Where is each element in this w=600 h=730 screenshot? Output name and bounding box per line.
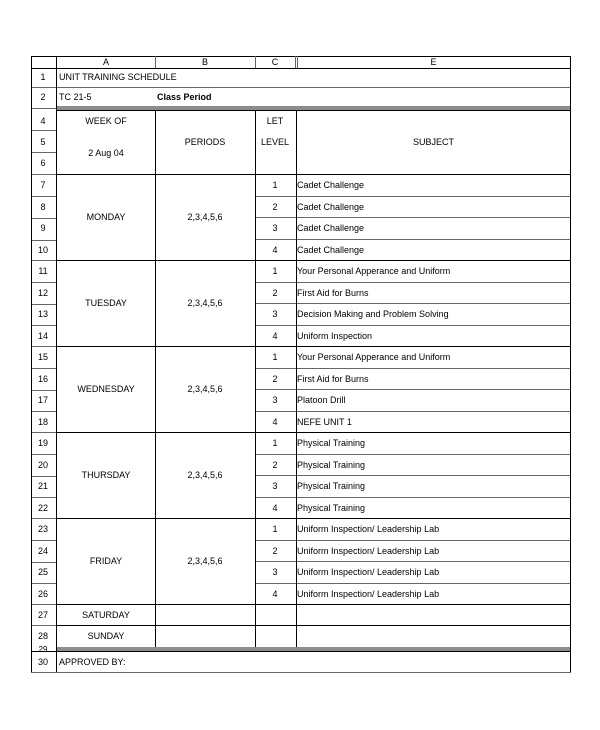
- grid-line: [255, 561, 571, 562]
- grid-line: [255, 303, 571, 304]
- grid-line: [56, 625, 571, 626]
- let-level-value: 1: [272, 266, 278, 276]
- subject-text: Uniform Inspection/ Leadership Lab: [297, 588, 440, 599]
- grid-line: [255, 497, 571, 498]
- grid-line: [56, 518, 571, 519]
- column-header-e[interactable]: E: [430, 57, 437, 67]
- row-number[interactable]: 11: [38, 266, 48, 276]
- subject-text: Physical Training: [297, 438, 366, 448]
- week-date: 2 Aug 04: [88, 148, 124, 158]
- subject-text: First Aid for Burns: [297, 373, 369, 384]
- subject-text: Your Personal Apperance and Uniform: [297, 352, 451, 362]
- grid-line: [31, 672, 571, 673]
- subject-text: Uniform Inspection: [297, 330, 373, 341]
- reference-label: TC 21-5: [59, 92, 92, 102]
- grid-line: [31, 240, 56, 241]
- subject-text: Physical Training: [297, 481, 366, 491]
- periods-header: PERIODS: [184, 137, 226, 147]
- row-number[interactable]: 14: [37, 331, 48, 341]
- row-number[interactable]: 20: [37, 460, 48, 470]
- row-number[interactable]: 10: [37, 245, 48, 255]
- grid-line: [31, 540, 56, 541]
- let-level-value: 3: [272, 395, 278, 405]
- row-number[interactable]: 22: [37, 503, 48, 513]
- day-periods: 2,3,4,5,6: [187, 298, 223, 308]
- grid-line: [255, 583, 571, 584]
- day-name: THURSDAY: [81, 470, 131, 480]
- row-number[interactable]: 13: [37, 309, 48, 319]
- grid-line: [56, 110, 571, 111]
- let-level-value: 1: [272, 524, 278, 534]
- grid-line: [31, 304, 56, 305]
- grid-line: [31, 218, 56, 219]
- grid-line: [56, 604, 571, 605]
- grid-line: [56, 87, 571, 88]
- grid-line: [31, 130, 56, 131]
- subject-text: Cadet Challenge: [297, 180, 365, 190]
- subject-text: Uniform Inspection/ Leadership Lab: [297, 567, 440, 577]
- grid-line: [295, 56, 296, 68]
- column-header-c[interactable]: C: [271, 57, 279, 67]
- let-level-value: 1: [272, 352, 278, 362]
- let-level-value: 2: [272, 287, 278, 298]
- row-number[interactable]: 9: [40, 223, 46, 233]
- let-level-value: 4: [272, 330, 278, 341]
- grid-line: [31, 518, 56, 519]
- day-name: TUESDAY: [85, 298, 127, 308]
- grid-line: [255, 540, 571, 541]
- grid-line: [255, 411, 571, 412]
- grid-line: [31, 390, 56, 391]
- grid-line: [31, 282, 56, 283]
- grid-line: [255, 389, 571, 390]
- grid-line: [31, 604, 56, 605]
- row-number[interactable]: 28: [37, 631, 48, 641]
- let-level-value: 2: [272, 373, 278, 384]
- row-number[interactable]: 7: [40, 180, 46, 190]
- grid-line: [56, 56, 57, 672]
- row-number[interactable]: 26: [37, 589, 48, 599]
- day-periods: 2,3,4,5,6: [187, 384, 223, 394]
- column-header-b[interactable]: B: [201, 57, 208, 67]
- subject-text: Your Personal Apperance and Uniform: [297, 266, 451, 276]
- subject-text: Cadet Challenge: [297, 244, 365, 255]
- subject-text: Decision Making and Problem Solving: [297, 309, 449, 319]
- saturday-label: SATURDAY: [82, 610, 130, 620]
- grid-line: [56, 346, 571, 347]
- day-periods: 2,3,4,5,6: [187, 470, 223, 480]
- sunday-label: SUNDAY: [87, 631, 125, 641]
- let-header: LET: [266, 116, 284, 126]
- row-number[interactable]: 6: [40, 158, 46, 168]
- grid-line: [255, 56, 256, 68]
- subject-text: Cadet Challenge: [297, 201, 365, 212]
- subject-text: Physical Training: [297, 459, 366, 470]
- grid-line: [31, 432, 56, 433]
- subject-text: First Aid for Burns: [297, 287, 369, 298]
- grid-line: [31, 625, 56, 626]
- row-number[interactable]: 16: [37, 374, 48, 384]
- grid-line: [255, 217, 571, 218]
- let-level-value: 3: [272, 223, 278, 233]
- subject-header: SUBJECT: [412, 137, 454, 147]
- grid-line: [56, 260, 571, 261]
- let-level-value: 3: [272, 309, 278, 319]
- approved-by-label: APPROVED BY:: [59, 657, 126, 667]
- let-level-value: 2: [272, 459, 278, 470]
- grid-line: [255, 282, 571, 283]
- row-number[interactable]: 15: [37, 352, 48, 362]
- grid-line: [255, 475, 571, 476]
- grid-line: [31, 562, 56, 563]
- grid-line: [31, 56, 571, 57]
- subject-text: Physical Training: [297, 502, 366, 513]
- class-period-label: Class Period: [157, 92, 212, 102]
- grid-line: [31, 260, 56, 261]
- row-number[interactable]: 2: [40, 92, 46, 102]
- grid-line: [31, 68, 571, 69]
- grid-line: [255, 239, 571, 240]
- grid-line: [56, 432, 571, 433]
- row-number[interactable]: 12: [37, 288, 48, 298]
- row-number[interactable]: 30: [37, 657, 48, 667]
- let-level-value: 3: [272, 567, 278, 577]
- grid-line: [155, 56, 156, 68]
- grid-line: [31, 325, 56, 326]
- let-level-value: 1: [272, 438, 278, 448]
- grid-line: [31, 411, 56, 412]
- row-number[interactable]: 19: [37, 438, 48, 448]
- grid-line: [297, 56, 298, 68]
- grid-line: [31, 368, 56, 369]
- grid-line: [255, 196, 571, 197]
- row-number[interactable]: 17: [37, 395, 48, 405]
- let-level-value: 3: [272, 481, 278, 491]
- schedule-title: UNIT TRAINING SCHEDULE: [59, 72, 177, 82]
- subject-text: Cadet Challenge: [297, 223, 365, 233]
- grid-line: [31, 152, 56, 153]
- row-number[interactable]: 24: [37, 546, 48, 556]
- grid-line: [31, 108, 56, 109]
- grid-line: [31, 454, 56, 455]
- row-number[interactable]: 18: [37, 417, 48, 427]
- day-name: MONDAY: [86, 212, 126, 222]
- grid-line: [255, 454, 571, 455]
- row-number[interactable]: 29: [38, 645, 48, 654]
- grid-line: [31, 87, 56, 88]
- subject-text: Platoon Drill: [297, 395, 346, 405]
- row-number[interactable]: 25: [37, 567, 48, 577]
- subject-text: Uniform Inspection/ Leadership Lab: [297, 545, 440, 556]
- grid-line: [31, 497, 56, 498]
- row-number[interactable]: 8: [40, 202, 46, 212]
- row-number[interactable]: 21: [37, 481, 48, 491]
- subject-text: NEFE UNIT 1: [297, 416, 352, 427]
- grid-line: [31, 583, 56, 584]
- row-number[interactable]: 27: [37, 610, 48, 620]
- column-header-a[interactable]: A: [102, 57, 109, 67]
- grid-line: [56, 174, 571, 175]
- let-level-value: 4: [272, 416, 278, 427]
- let-level-value: 4: [272, 502, 278, 513]
- let-level-value: 1: [272, 180, 278, 190]
- grid-line: [570, 56, 571, 672]
- day-periods: 2,3,4,5,6: [187, 556, 223, 566]
- row-number[interactable]: 5: [40, 137, 46, 147]
- grid-line: [31, 196, 56, 197]
- grid-line: [31, 346, 56, 347]
- row-number[interactable]: 23: [37, 524, 48, 534]
- grid-line: [255, 325, 571, 326]
- day-name: WEDNESDAY: [77, 384, 135, 394]
- row-number[interactable]: 4: [40, 116, 46, 126]
- day-periods: 2,3,4,5,6: [187, 212, 223, 222]
- grid-line: [155, 110, 156, 647]
- week-of-label: WEEK OF: [85, 116, 127, 126]
- row-number[interactable]: 1: [40, 72, 46, 82]
- grid-line: [31, 56, 32, 672]
- grid-line: [31, 651, 571, 652]
- day-name: FRIDAY: [89, 556, 123, 566]
- grid-line: [31, 476, 56, 477]
- let-level-value: 4: [272, 588, 278, 599]
- grid-line: [31, 174, 56, 175]
- let-level-value: 2: [272, 201, 278, 212]
- subject-text: Uniform Inspection/ Leadership Lab: [297, 524, 440, 534]
- level-header: LEVEL: [260, 137, 290, 147]
- let-level-value: 2: [272, 545, 278, 556]
- let-level-value: 4: [272, 244, 278, 255]
- grid-line: [255, 368, 571, 369]
